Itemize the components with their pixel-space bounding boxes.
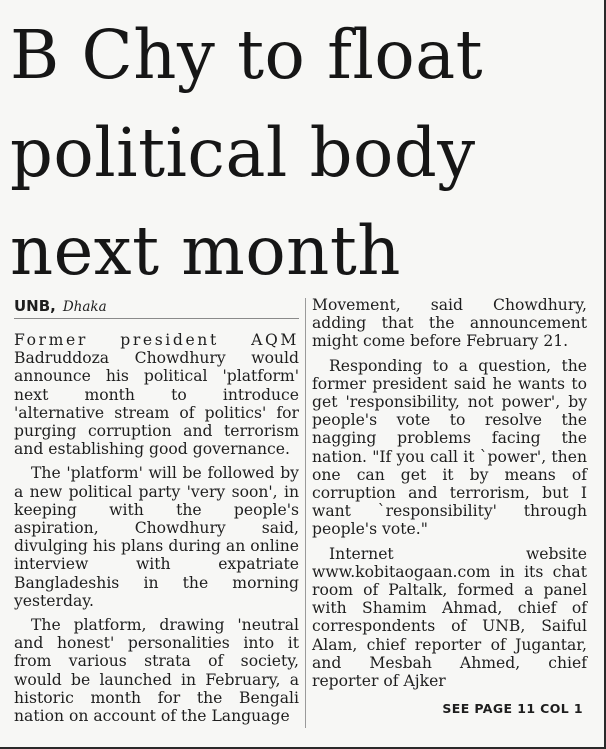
column-divider <box>305 298 306 728</box>
headline-line-3: next month <box>10 212 401 290</box>
headline-line-2: political body <box>10 114 476 192</box>
byline-agency: UNB, <box>14 297 56 315</box>
continuation-jump: SEE PAGE 11 COL 1 <box>442 701 583 717</box>
headline-line-1: B Chy to float <box>10 16 484 94</box>
paragraph-2: The 'platform' will be followed by a new political party 'very soon', in keeping with the people's aspiration, Chowdhury said, divulging his plans during an online interview with expatriate Bangladeshis in the morning yesterday. <box>14 464 299 610</box>
byline <box>14 296 299 319</box>
paragraph-1 <box>14 331 299 458</box>
paragraph-1-body: Badruddoza Chowdhury would announce his political 'platform' next month to introduce 'alternative stream of politics' for purging corruption and terrorism and establishing good governance. <box>14 349 299 459</box>
byline-place: Dhaka <box>62 299 107 315</box>
right-column <box>312 296 587 718</box>
paragraph-3: The platform, drawing 'neutral and honest' personalities into it from various strata of society, would be launched in February, a historic month for the Bengali nation on account of the Language <box>14 616 299 726</box>
paragraph-5: Responding to a question, the former president said he wants to get 'responsibility, not power', by people's vote to resolve the nagging problems facing the nation. "If you call it `power', then one can get it by means of corruption and terrorism, but I want `responsibility' through people's vote." <box>312 356 587 539</box>
paragraph-6: Internet website www.kobitaogaan.com in its chat room of Paltalk, formed a panel with Shamim Ahmad, chief of correspondents of UNB, Saiful Alam, chief reporter of Jugantar, and Mesbah Ahmed, chief reporter of Ajker <box>312 544 587 691</box>
paragraph-1-lead: Former president AQM <box>14 331 299 349</box>
left-column <box>14 296 299 731</box>
paragraph-4: Movement, said Chowdhury, adding that the announcement might come before February 21. <box>312 296 587 351</box>
headline <box>10 6 600 300</box>
